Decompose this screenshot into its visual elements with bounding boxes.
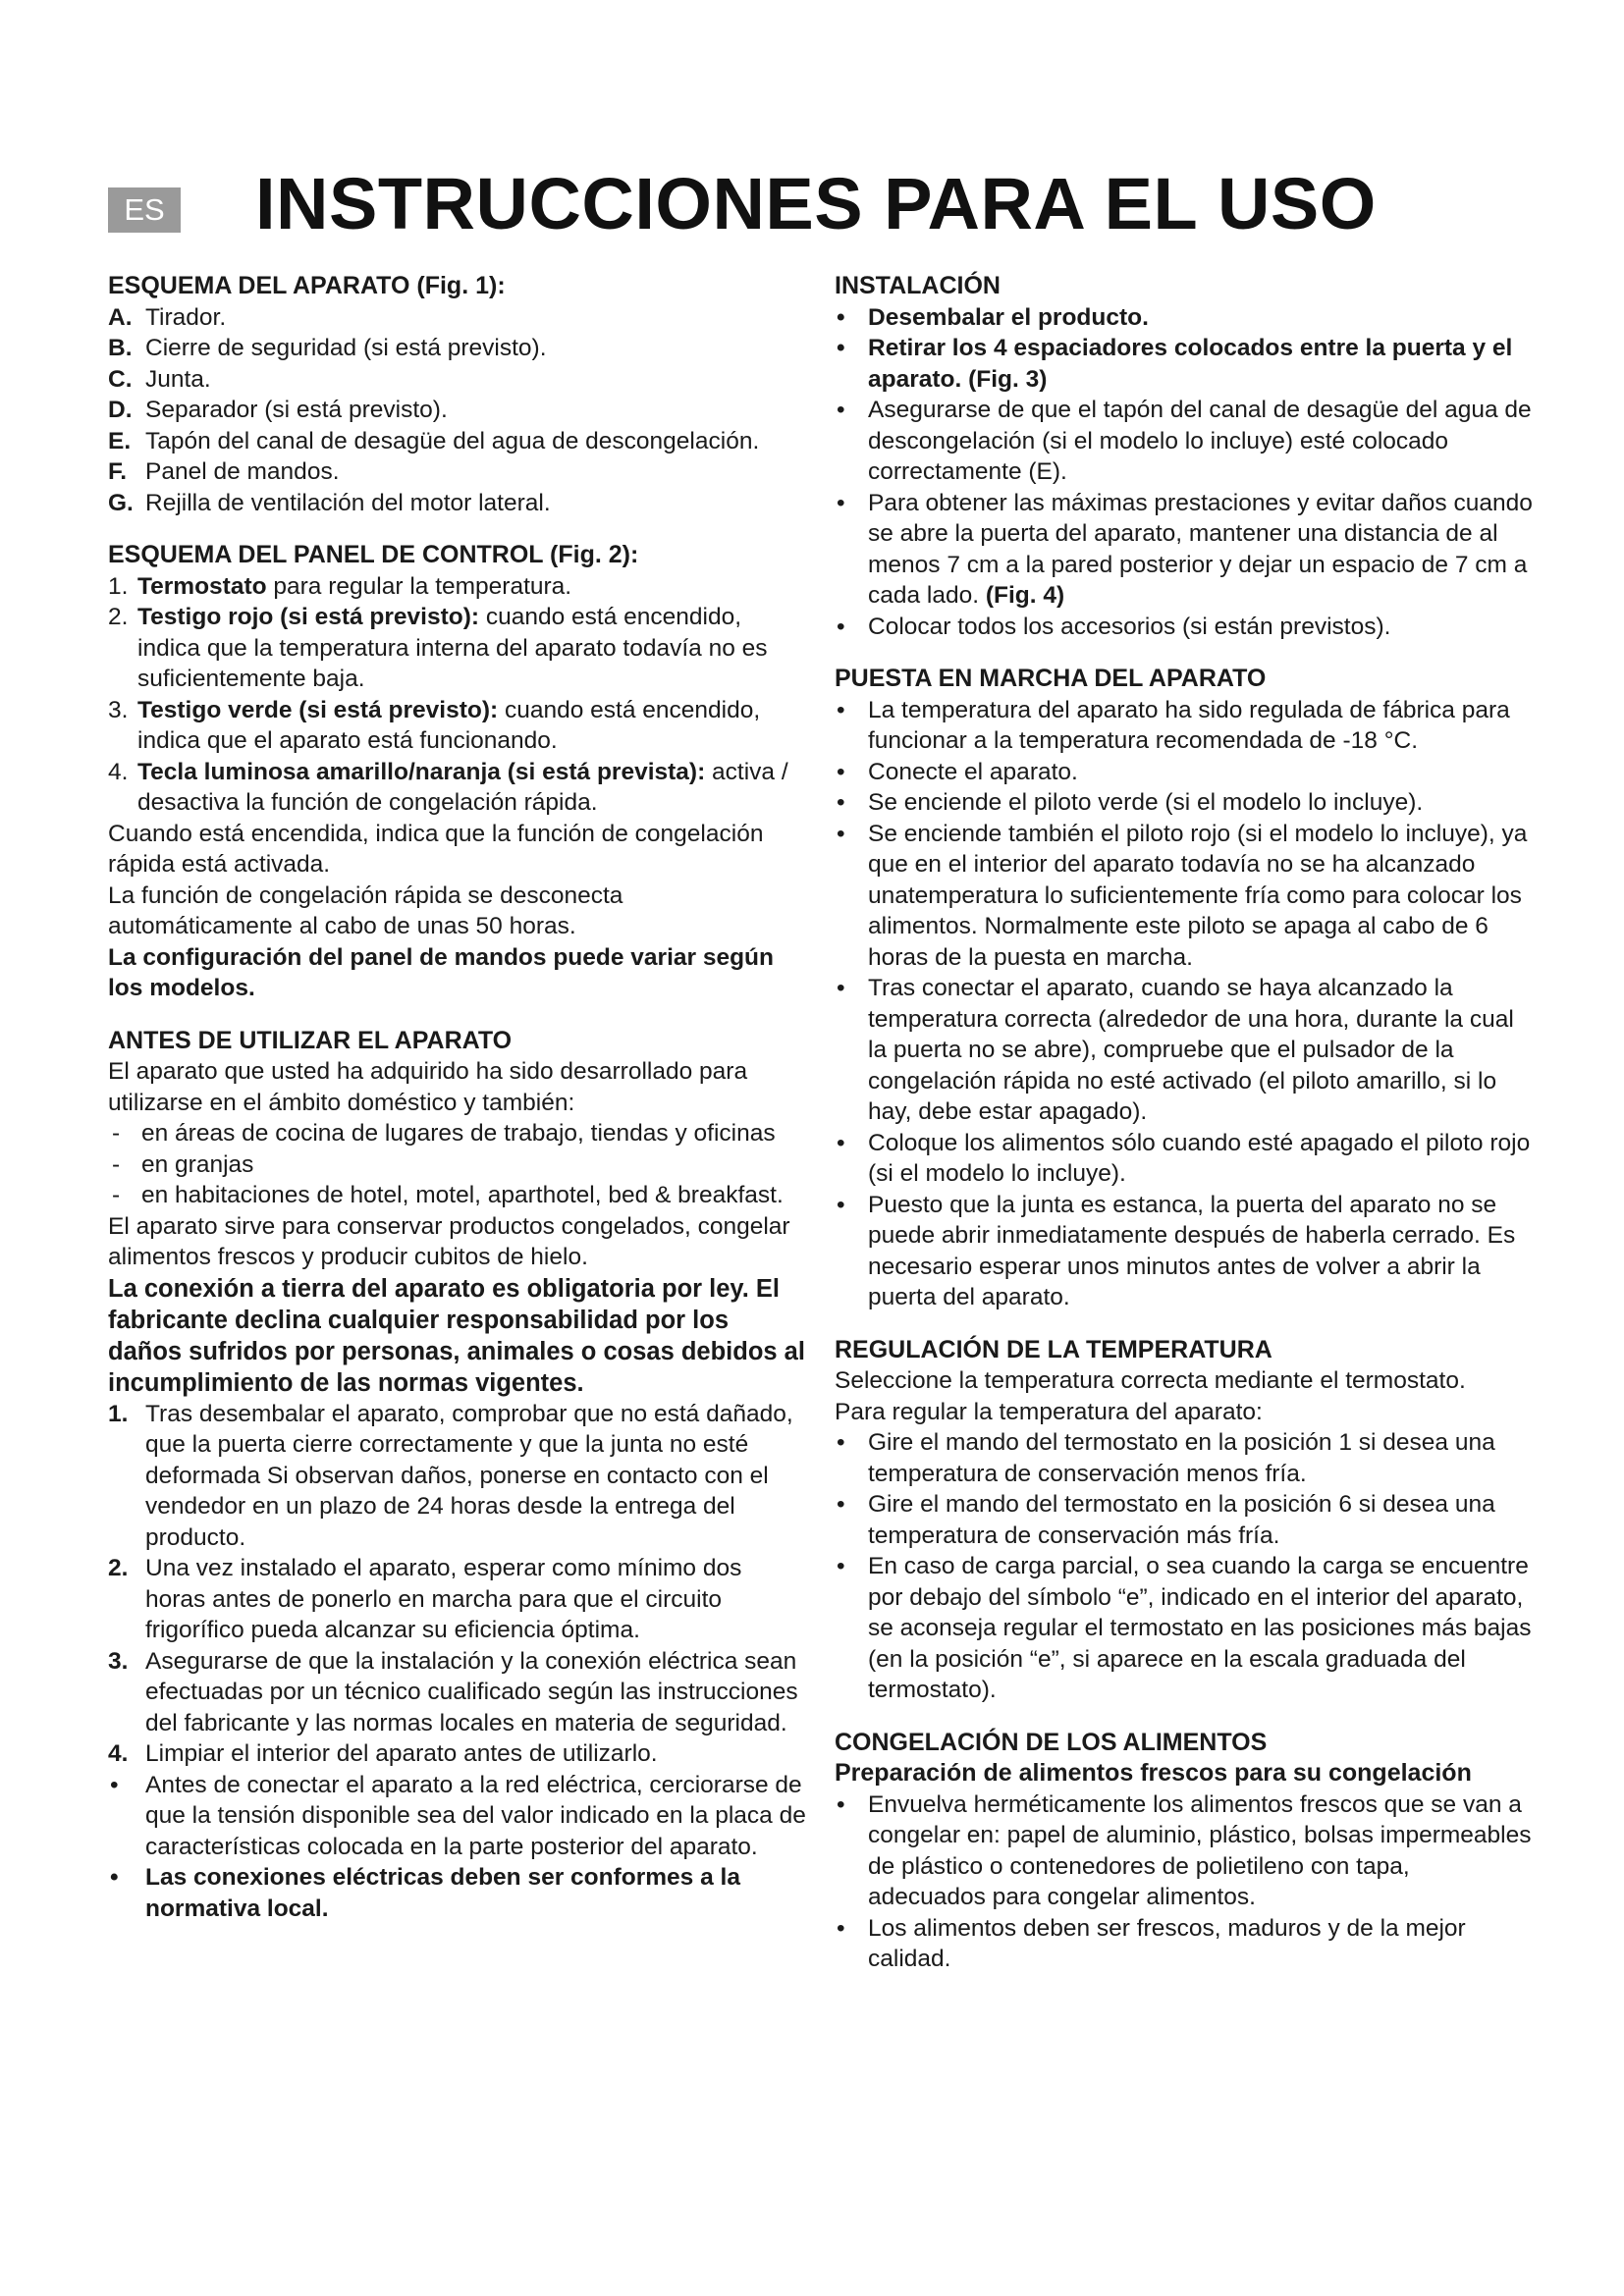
list-item (835, 488, 1534, 612)
bullet-mark: • (837, 696, 845, 723)
item-text: en granjas (141, 1150, 254, 1178)
item-letter: G. (108, 489, 134, 516)
item-text: activa / desactiva la función de congelación rápida. (137, 758, 788, 816)
list-item (108, 602, 807, 695)
section-heading: ESQUEMA DEL PANEL DE CONTROL (Fig. 2): (108, 541, 639, 568)
item-text: La temperatura del aparato ha sido regulada de fábrica para funcionar a la temperatura recomendada de -18 °C. (868, 696, 1510, 754)
item-text: Cierre de seguridad (si está previsto). (145, 335, 547, 361)
item-term: Testigo verde (si está previsto): (137, 696, 499, 723)
parts-list (108, 302, 807, 519)
paragraph: Cuando está encendida, indica que la función de congelación rápida está activada. (108, 820, 764, 878)
bullet-mark: • (837, 789, 845, 816)
item-term: Termostato (137, 572, 267, 600)
bullet-mark: • (837, 1914, 845, 1942)
list-item (108, 456, 807, 488)
item-text: Coloque los alimentos sólo cuando esté apagado el piloto rojo (si el modelo lo incluye). (868, 1129, 1531, 1187)
paragraph: Seleccione la temperatura correcta mediante el termostato. (835, 1367, 1466, 1394)
list-item (835, 695, 1534, 757)
item-text: En caso de carga parcial, o sea cuando la carga se encuentre por debajo del símbolo “e”, indicado en el interior del aparato, se aconseja regular el termostato en las posiciones más bajas (en la posición “e”, si aparece en la escala graduada del termostato). (868, 1553, 1532, 1703)
list-item (108, 1553, 807, 1646)
list-item (835, 1489, 1534, 1551)
dash-mark: - (112, 1150, 121, 1178)
section-esquema-aparato (108, 271, 807, 518)
bullet-mark: • (837, 303, 845, 331)
figure-reference: (Fig. 4) (985, 582, 1065, 609)
item-text: Colocar todos los accesorios (si están previstos). (868, 613, 1391, 640)
item-text: cuando está encendido, indica que la temperatura interna del aparato todavía no es suficientemente baja. (137, 604, 768, 692)
section-heading: ANTES DE UTILIZAR EL APARATO (108, 1026, 513, 1054)
item-text: Puesto que la junta es estanca, la puerta del aparato no se puede abrir inmediatamente después de haberla cerrado. Es necesario esperar unos minutos antes de volver a abrir la puerta del aparato. (868, 1191, 1516, 1310)
item-term: Testigo rojo (si está previsto): (137, 604, 480, 630)
section-antes-de-utilizar (108, 1026, 807, 1925)
page-header (108, 162, 1542, 245)
item-text: Tirador. (145, 303, 227, 331)
panel-note: La configuración del panel de mandos puede variar según los modelos. (108, 943, 774, 1001)
section-subheading: Preparación de alimentos frescos para su congelación (835, 1759, 1472, 1787)
item-term: Tecla luminosa amarillo/naranja (si está prevista): (137, 758, 706, 785)
list-item (835, 757, 1534, 788)
section-puesta-en-marcha (835, 664, 1534, 1313)
item-number: 1. (108, 572, 129, 600)
item-text: Se enciende el piloto verde (si el modelo lo incluye). (868, 789, 1424, 816)
bullet-mark: • (110, 1771, 119, 1798)
item-text: Limpiar el interior del aparato antes de utilizarlo. (145, 1740, 658, 1767)
step-mark: 4. (108, 1740, 129, 1767)
list-item (108, 757, 807, 819)
language-badge: ES (108, 187, 181, 233)
bullet-mark: • (837, 613, 845, 640)
right-column (835, 271, 1534, 1997)
item-text: Una vez instalado el aparato, esperar como mínimo dos horas antes de ponerlo en marcha para que el circuito frigorífico pueda alcanzar su eficiencia óptima. (145, 1555, 742, 1643)
list-item (835, 1128, 1534, 1190)
item-text: Retirar los 4 espaciadores colocados entre la puerta y el aparato. (Fig. 3) (868, 335, 1513, 393)
item-text: Separador (si está previsto). (145, 397, 448, 423)
install-list (835, 302, 1534, 643)
section-heading: CONGELACIÓN DE LOS ALIMENTOS (835, 1728, 1268, 1756)
list-item (108, 695, 807, 757)
section-heading: ESQUEMA DEL APARATO (Fig. 1): (108, 272, 506, 299)
grounding-warning: La conexión a tierra del aparato es obligatoria por ley. El fabricante declina cualquier responsabilidad por los daños sufridos por personas, animales o cosas debidos al incumplimiento de las normas vigentes. (108, 1274, 805, 1397)
list-item (108, 1399, 807, 1554)
item-text: en habitaciones de hotel, motel, aparthotel, bed & breakfast. (141, 1182, 784, 1208)
bullet-mark: • (837, 1429, 845, 1456)
item-text: cuando está encendido, indica que el aparato está funcionando. (137, 696, 761, 754)
list-item (835, 333, 1534, 395)
item-letter: E. (108, 427, 132, 454)
item-letter: A. (108, 303, 133, 331)
item-text: Junta. (145, 365, 211, 393)
item-text: Panel de mandos. (145, 458, 340, 485)
list-item (835, 1427, 1534, 1489)
item-text: Envuelva herméticamente los alimentos frescos que se van a congelar en: papel de aluminio, plástico, bolsas impermeables de plástico o contenedores de polietileno con tapa, adecuados para congelar alimentos. (868, 1790, 1532, 1910)
section-heading: REGULACIÓN DE LA TEMPERATURA (835, 1335, 1272, 1363)
item-letter: D. (108, 397, 133, 423)
item-text: Se enciende también el piloto rojo (si el modelo lo incluye), ya que en el interior del aparato todavía no se ha alcanzado unatemperatura lo suficientemente fría como para colocar los alimentos. Normalmente este piloto se apaga al cabo de 6 horas de la puesta en marcha. (868, 820, 1528, 971)
bullet-mark: • (837, 489, 845, 516)
item-text: Desembalar el producto. (868, 303, 1149, 331)
list-item (835, 1789, 1534, 1913)
section-regulacion-temperatura (835, 1335, 1534, 1706)
item-letter: F. (108, 458, 128, 485)
list-item (108, 333, 807, 364)
bullet-mark: • (110, 1864, 119, 1891)
left-column (108, 271, 807, 1946)
steps-list (108, 1399, 807, 1925)
list-item (835, 819, 1534, 974)
item-number: 3. (108, 696, 129, 723)
section-panel-control (108, 540, 807, 1004)
item-text: Tapón del canal de desagüe del agua de descongelación. (145, 427, 760, 454)
item-text: en áreas de cocina de lugares de trabajo, tiendas y oficinas (141, 1120, 776, 1147)
list-item (835, 612, 1534, 643)
freezing-list (835, 1789, 1534, 1975)
step-mark: 2. (108, 1555, 129, 1581)
list-item (108, 571, 807, 603)
item-text: Conecte el aparato. (868, 758, 1078, 785)
list-item (108, 1180, 807, 1211)
list-item (108, 395, 807, 426)
item-text: Gire el mando del termostato en la posición 1 si desea una temperatura de conservación menos fría. (868, 1429, 1495, 1487)
list-item (835, 973, 1534, 1128)
item-text: Tras conectar el aparato, cuando se haya alcanzado la temperatura correcta (alrededor de una hora, durante la cual la puerta no se abre), compruebe que el pulsador de la congelación rápida no esté activado (el piloto amarillo, si lo hay, debe estar apagado). (868, 975, 1514, 1125)
item-text: Antes de conectar el aparato a la red eléctrica, cerciorarse de que la tensión disponible sea del valor indicado en la placa de características colocada en la parte posterior del aparato. (145, 1771, 806, 1860)
dash-mark: - (112, 1182, 121, 1208)
item-text: para regular la temperatura. (266, 572, 572, 600)
page-title: INSTRUCCIONES PARA EL USO (255, 163, 1377, 244)
section-heading: INSTALACIÓN (835, 272, 1001, 299)
step-mark: 1. (108, 1400, 129, 1427)
item-letter: C. (108, 365, 133, 393)
list-item (835, 1190, 1534, 1313)
list-item (835, 302, 1534, 334)
list-item (108, 1118, 807, 1149)
section-congelacion (835, 1728, 1534, 1975)
item-text: Asegurarse de que el tapón del canal de desagüe del agua de descongelación (si el modelo lo incluye) esté colocado correctamente (E). (868, 397, 1532, 485)
bullet-mark: • (837, 1491, 845, 1518)
controls-list (108, 571, 807, 819)
list-item (108, 1862, 807, 1924)
paragraph: El aparato que usted ha adquirido ha sido desarrollado para utilizarse en el ámbito doméstico y también: (108, 1058, 748, 1116)
list-item (108, 1646, 807, 1739)
list-item (835, 1551, 1534, 1706)
item-number: 4. (108, 758, 129, 785)
list-item (108, 488, 807, 519)
thermostat-list (835, 1427, 1534, 1706)
bullet-mark: • (837, 758, 845, 785)
paragraph: El aparato sirve para conservar productos congelados, congelar alimentos frescos y producir cubitos de hielo. (108, 1212, 790, 1270)
list-item (835, 787, 1534, 819)
paragraph: La función de congelación rápida se desconecta automáticamente al cabo de unas 50 horas. (108, 881, 623, 939)
bullet-mark: • (837, 1191, 845, 1218)
step-mark: 3. (108, 1647, 129, 1675)
item-text: Los alimentos deben ser frescos, maduros y de la mejor calidad. (868, 1914, 1466, 1972)
bullet-mark: • (837, 1129, 845, 1156)
bullet-mark: • (837, 1790, 845, 1818)
paragraph: Para regular la temperatura del aparato: (835, 1398, 1263, 1425)
bullet-mark: • (837, 820, 845, 847)
item-text: Las conexiones eléctricas deben ser conformes a la normativa local. (145, 1864, 740, 1922)
list-item (108, 1770, 807, 1863)
usage-list (108, 1118, 807, 1211)
bullet-mark: • (837, 335, 845, 361)
item-letter: B. (108, 335, 133, 361)
bullet-mark: • (837, 1553, 845, 1579)
list-item (108, 364, 807, 396)
list-item (108, 426, 807, 457)
section-heading: PUESTA EN MARCHA DEL APARATO (835, 665, 1267, 692)
list-item (108, 1149, 807, 1181)
item-text: Para obtener las máximas prestaciones y evitar daños cuando se abre la puerta del aparato, mantener una distancia de al menos 7 cm a la pared posterior y dejar un espacio de 7 cm a cada lado. (868, 489, 1533, 609)
list-item (835, 1913, 1534, 1975)
list-item (108, 1738, 807, 1770)
startup-list (835, 695, 1534, 1313)
bullet-mark: • (837, 975, 845, 1001)
section-instalacion (835, 271, 1534, 642)
item-number: 2. (108, 604, 129, 630)
item-text: Gire el mando del termostato en la posición 6 si desea una temperatura de conservación más fría. (868, 1491, 1495, 1549)
dash-mark: - (112, 1120, 121, 1147)
item-text: Tras desembalar el aparato, comprobar que no está dañado, que la puerta cierre correctamente y que la junta no esté deformada Si observan daños, ponerse en contacto con el vendedor en un plazo de 24 horas desde la entrega del producto. (145, 1400, 793, 1551)
item-text: Asegurarse de que la instalación y la conexión eléctrica sean efectuadas por un técnico cualificado según las instrucciones del fabricante y las normas locales en materia de seguridad. (145, 1647, 798, 1736)
list-item (835, 395, 1534, 488)
list-item (108, 302, 807, 334)
bullet-mark: • (837, 397, 845, 423)
item-text: Rejilla de ventilación del motor lateral. (145, 489, 551, 516)
